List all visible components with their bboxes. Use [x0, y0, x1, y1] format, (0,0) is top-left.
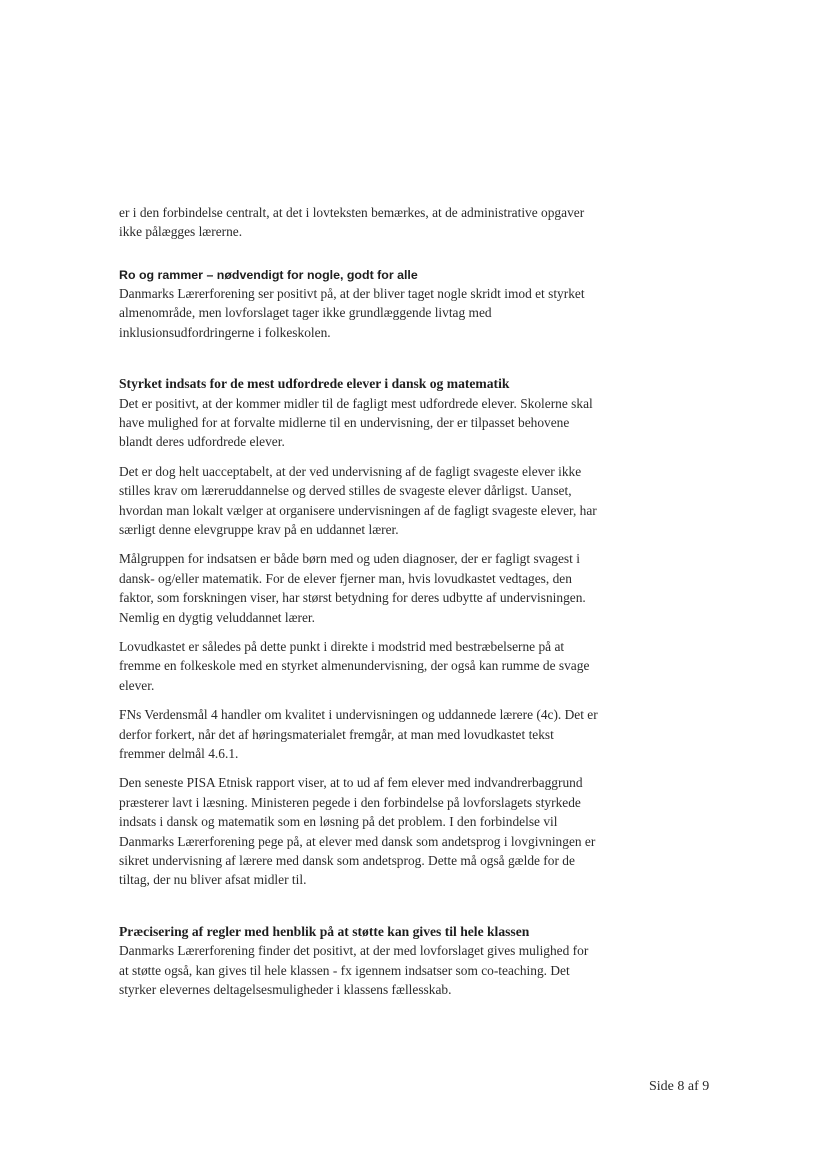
- section-ro-og-rammer: [119, 266, 599, 342]
- section-paragraph: Det er positivt, at der kommer midler til de fagligt mest udfordrede elever. Skolerne skal have mulighed for at forvalte midlerne til en undervisning, der er tilpasset behovene blandt deres udfordrede elever.: [119, 395, 593, 450]
- document-body: [119, 203, 599, 1000]
- section-paragraph: Danmarks Lærerforening finder det positivt, at der med lovforslaget gives mulighed for at støtte også, kan gives til hele klassen - fx igennem indsatser som co-teaching. Det styrker elevernes deltagelsesmuligheder i klassens fællesskab.: [119, 943, 589, 998]
- section-praecisering: [119, 923, 599, 1000]
- section-heading: Ro og rammer – nødvendigt for nogle, godt for alle: [119, 267, 418, 282]
- section-paragraph: Det er dog helt uacceptabelt, at der ved undervisning af de fagligt svageste elever ikke stilles krav om læreruddannelse og derved stilles de svageste elever dårligst. Uanset, hvordan man lokalt vælger at organisere undervisningen af de fagligt svageste elever, har særligt denne elevgruppe krav på en uddannet lærer.: [119, 463, 597, 537]
- section-paragraph: Danmarks Lærerforening ser positivt på, at der bliver taget nogle skridt imod et styrket almenområde, men lovforslaget tager ikke grundlæggende livtag med inklusionsudfordringerne i folkeskolen.: [119, 285, 585, 340]
- section-paragraph: Lovudkastet er således på dette punkt i direkte i modstrid med bestræbelserne på at fremme en folkeskole med en styrket almenundervisning, der også kan rumme de svage elever.: [119, 639, 590, 693]
- section-heading: Styrket indsats for de mest udfordrede elever i dansk og matematik: [119, 376, 510, 392]
- intro-paragraph: er i den forbindelse centralt, at det i lovteksten bemærkes, at de administrative opgaver ikke pålægges lærerne.: [119, 205, 585, 240]
- section-paragraph: Målgruppen for indsatsen er både børn med og uden diagnoser, der er fagligt svagest i dansk- og/eller matematik. For de elever fjerner man, hvis lovudkastet vedtages, den faktor, som forskningen viser, har størst betydning for deres udbytte af undervisningen. Nemlig en dygtig veluddannet lærer.: [119, 551, 586, 625]
- section-paragraph: Den seneste PISA Etnisk rapport viser, at to ud af fem elever med indvandrerbaggrund præsterer lavt i læsning. Ministeren pegede i den forbindelse på lovforslagets styrkede indsats i dansk og matematik som en løsning på det problem. I den forbindelse vil Danmarks Lærerforening pege på, at elever med dansk som andetsprog i lovgivningen er sikret undervisning af lærere med dansk som andetsprog. Dette må også gælde for de tiltag, der nu bliver afsat midler til.: [119, 775, 596, 888]
- section-paragraph: FNs Verdensmål 4 handler om kvalitet i undervisningen og uddannede lærere (4c). Det er derfor forkert, når det af høringsmaterialet fremgår, at man med lovudkastet tekst fremmer delmål 4.6.1.: [119, 707, 598, 762]
- section-heading: Præcisering af regler med henblik på at støtte kan gives til hele klassen: [119, 923, 530, 939]
- section-styrket-indsats: [119, 375, 599, 890]
- page-number: Side 8 af 9: [649, 1079, 710, 1094]
